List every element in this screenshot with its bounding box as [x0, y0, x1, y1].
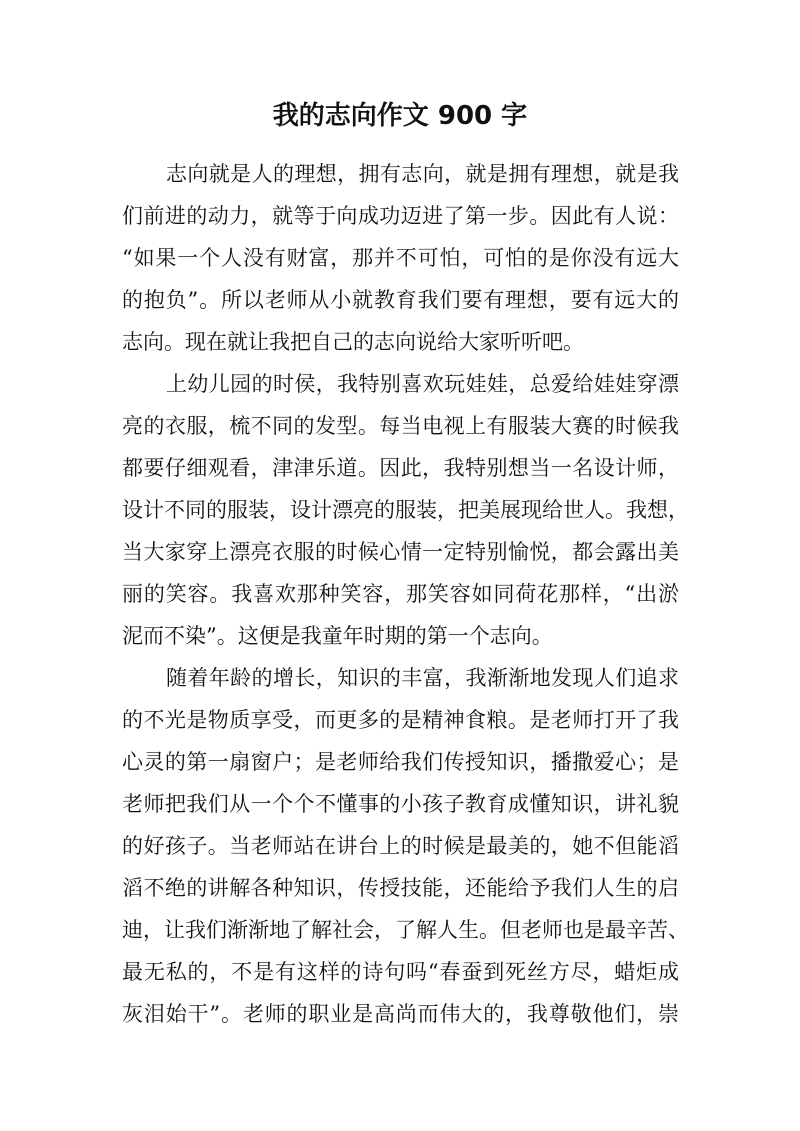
- document-body: [122, 153, 689, 1035]
- text-line: 的抱负”。所以老师从小就教育我们要有理想，要有远大的: [122, 288, 679, 312]
- text-line: 上幼儿园的时侯，我特别喜欢玩娃娃，总爱给娃娃穿漂: [166, 372, 679, 396]
- text-line: 设计不同的服装，设计漂亮的服装，把美展现给世人。我想，: [122, 498, 689, 522]
- paragraph-2: [122, 363, 689, 657]
- text-line: 们前进的动力，就等于向成功迈进了第一步。因此有人说：: [122, 204, 679, 228]
- paragraph-3: [122, 657, 689, 1035]
- text-line: 滔不绝的讲解各种知识，传授技能，还能给予我们人生的启: [122, 876, 679, 900]
- text-line: 志向。现在就让我把自己的志向说给大家听听吧。: [122, 330, 584, 354]
- text-line: 迪，让我们渐渐地了解社会，了解人生。但老师也是最辛苦、: [122, 918, 689, 942]
- text-line: “如果一个人没有财富，那并不可怕，可怕的是你没有远大: [122, 246, 679, 270]
- text-line: 灰泪始干”。老师的职业是高尚而伟大的，我尊敬他们，崇: [122, 1002, 679, 1026]
- text-line: 志向就是人的理想，拥有志向，就是拥有理想，就是我: [166, 162, 679, 186]
- page-title: 我的志向作文 900 字: [272, 101, 528, 131]
- text-line: 老师把我们从一个个不懂事的小孩子教育成懂知识，讲礼貌: [122, 792, 679, 816]
- text-line: 当大家穿上漂亮衣服的时候心情一定特别愉悦，都会露出美: [122, 540, 679, 564]
- text-line: 泥而不染”。这便是我童年时期的第一个志向。: [122, 624, 553, 648]
- text-line: 亮的衣服，梳不同的发型。每当电视上有服装大赛的时候我: [122, 414, 679, 438]
- text-line: 随着年龄的增长，知识的丰富，我渐渐地发现人们追求: [166, 666, 679, 690]
- text-line: 都要仔细观看，津津乐道。因此，我特别想当一名设计师，: [122, 456, 679, 480]
- text-line: 丽的笑容。我喜欢那种笑容，那笑容如同荷花那样，“出淤: [122, 582, 679, 606]
- text-line: 的不光是物质享受，而更多的是精神食粮。是老师打开了我: [122, 708, 679, 732]
- text-line: 最无私的，不是有这样的诗句吗“春蚕到死丝方尽，蜡炬成: [122, 960, 679, 984]
- text-line: 的好孩子。当老师站在讲台上的时候是最美的，她不但能滔: [122, 834, 679, 858]
- text-line: 心灵的第一扇窗户；是老师给我们传授知识，播撒爱心；是: [122, 750, 679, 774]
- paragraph-1: [122, 153, 679, 363]
